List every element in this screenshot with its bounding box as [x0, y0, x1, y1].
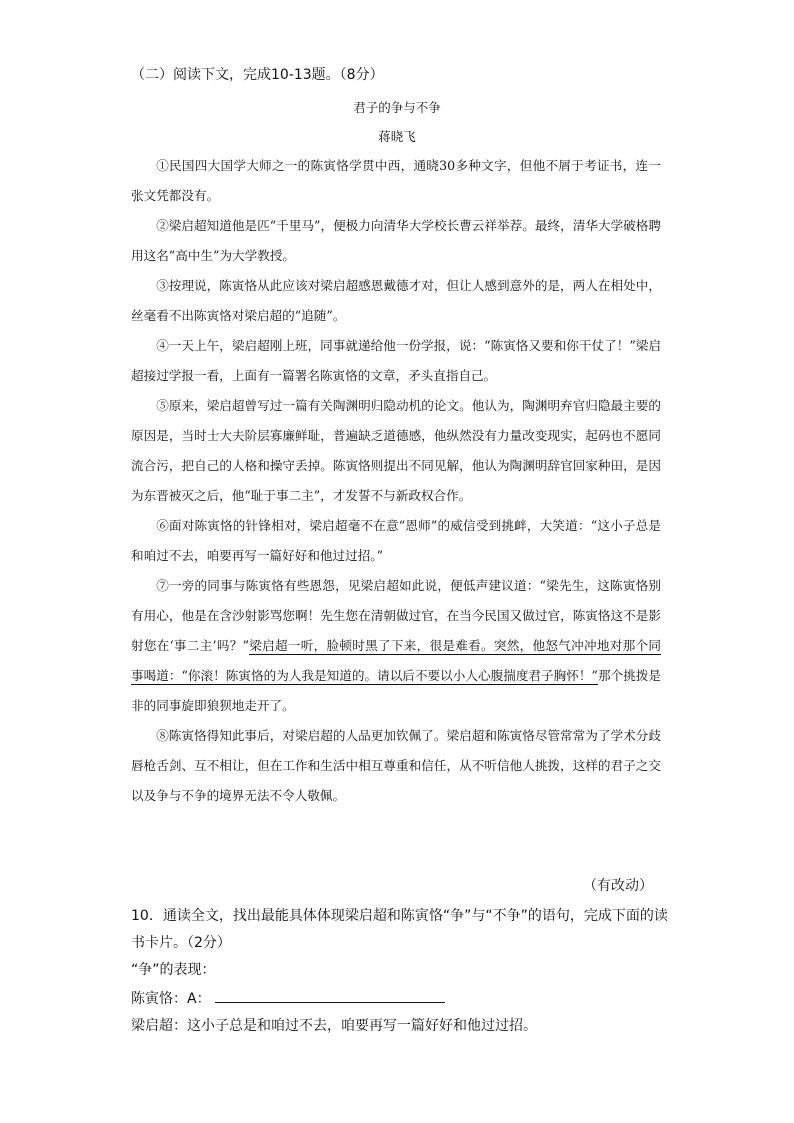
- question-10: [131, 903, 671, 1040]
- chen-answer-row: [131, 984, 671, 1013]
- underlined-sentence: 梁启超一听，脸顿时黑了下来，很是难看。突然，他怒气冲冲地对那个同事喝道：“你滚！陈寅恪的为人我是知道的。请以后不要以小人心腹揣度君子胸怀！”: [131, 638, 662, 683]
- paragraph-3: ③按理说，陈寅恪从此应该对梁启超感恩戴德才对，但让人感到意外的是，两人在相处中，丝毫看不出陈寅恪对梁启超的“追随”。: [131, 278, 661, 323]
- paragraph-7: [131, 571, 661, 721]
- zheng-label: “争”的表现：: [131, 962, 216, 978]
- paragraph-1: ①民国四大国学大师之一的陈寅恪学贯中西，通晓30多种文字，但他不屑于考证书，连一张文凭都没有。: [131, 158, 661, 203]
- paragraph-5: ⑤原来，梁启超曾写过一篇有关陶渊明归隐动机的论文。他认为，陶渊明弃官归隐最主要的原因是，当时士大夫阶层寡廉鲜耻，普遍缺乏道德感，他纵然没有力量改变现实，起码也不愿同流合污，把自己的人格和操守丢掉。陈寅恪则提出不同见解，他认为陶渊明辞官回家种田，是因为东晋被灭之后，他“耻于事二主”，才发誓不与新政权合作。: [131, 398, 661, 503]
- section-header: （二）阅读下文，完成10-13题。（8分）: [131, 67, 384, 83]
- article-author: 蒋晓飞: [378, 129, 416, 144]
- liang-answer: 梁启超：这小子总是和咱过不去，咱要再写一篇好好和他过过招。: [131, 1018, 537, 1034]
- paragraph-6: ⑥面对陈寅恪的针锋相对，梁启超毫不在意“恩师”的威信受到挑衅，大笑道：“这小子总是和咱过不去，咱要再写一篇好好和他过过招。”: [131, 518, 661, 563]
- question-stem-line-1: 10．通读全文，找出最能具体体现梁启超和陈寅恪“争”与“不争”的语句，完成下面的读: [131, 908, 668, 924]
- revision-note: （有改动）: [583, 878, 653, 894]
- paragraph-2: ②梁启超知道他是匹“千里马”，便极力向清华大学校长曹云祥举荐。最终，清华大学破格聘用这名“高中生”为大学教授。: [131, 218, 661, 263]
- paragraph-4: ④一天上午，梁启超刚上班，同事就递给他一份学报，说：“陈寅恪又要和你干仗了！”梁启超接过学报一看，上面有一篇署名陈寅恪的文章，矛头直指自己。: [131, 338, 661, 383]
- paragraph-7-text: ⑦一旁的同事与陈寅恪有些恩怨，见梁启超如此说，便低声建议道：“梁先生，这陈寅恪别有用心，他是在含沙射影骂您啊！先生您在清朝做过官，在当今民国又做过官，陈寅恪这不是影射您在‘事二主’吗？”: [131, 578, 661, 653]
- article-title: 君子的争与不争: [353, 100, 441, 115]
- article-body: [131, 151, 661, 811]
- answer-blank-a[interactable]: [215, 984, 445, 1003]
- paragraph-8: ⑧陈寅恪得知此事后，对梁启超的人品更加钦佩了。梁启超和陈寅恪尽管常常为了学术分歧唇枪舌剑、互不相让，但在工作和生活中相互尊重和信任，从不听信他人挑拨，这样的君子之交以及争与不争的境界无法不令人敬佩。: [131, 728, 661, 803]
- paragraph-7-ending: 那个挑拨是非的同事旋即狼狈地走开了。: [131, 668, 661, 713]
- chen-label: 陈寅恪：A：: [131, 991, 211, 1007]
- question-stem-line-2: 书卡片。（2分）: [131, 935, 231, 951]
